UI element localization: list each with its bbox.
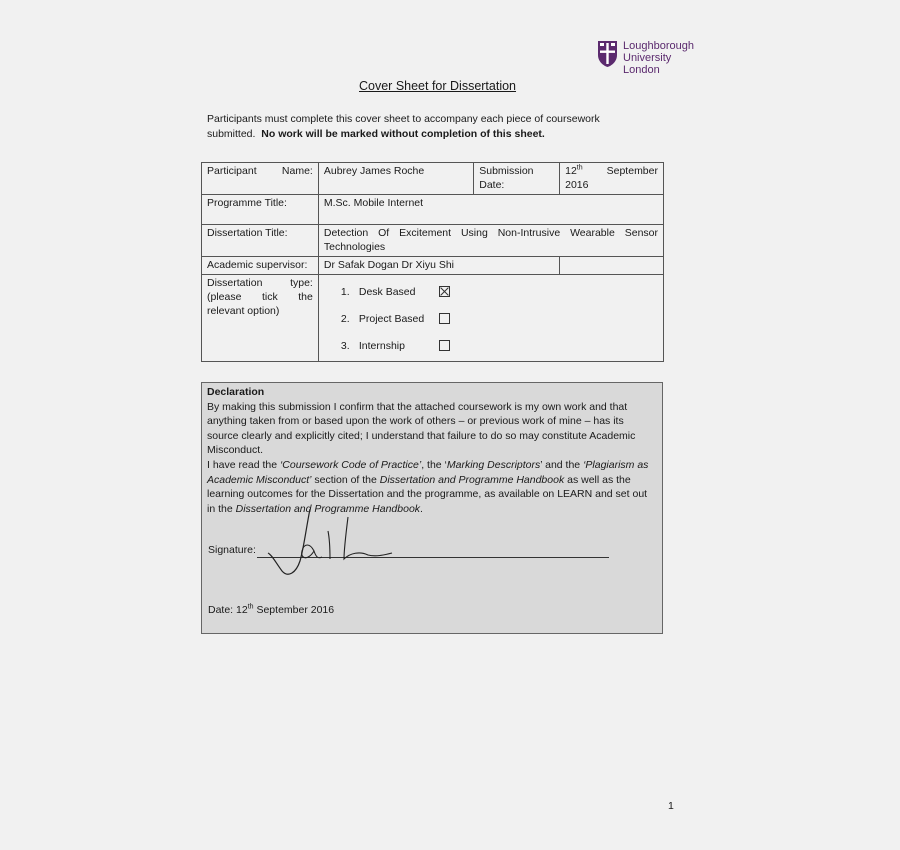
option-label: Desk Based — [358, 285, 416, 298]
intro-bold: No work will be marked without completion of this sheet. — [261, 128, 545, 140]
participant-label-b: Name: — [281, 165, 313, 177]
p2-part: . — [420, 502, 423, 515]
date-day: 12 — [236, 604, 248, 616]
p2-part: Marking Descriptors — [446, 458, 541, 471]
p2-part: ‘Coursework Code of Practice’ — [279, 458, 422, 471]
participant-label-a: Participant — [207, 165, 257, 177]
date-suffix: th — [247, 603, 254, 611]
dissertation-type-label: Dissertation type: (please tick the relevant option) — [202, 275, 319, 362]
submission-date-field[interactable] — [560, 163, 664, 195]
dissertation-title-field[interactable]: Detection Of Excitement Using Non-Intrusive Wearable Sensor Technologies — [318, 225, 663, 257]
option-number: 1. — [340, 285, 350, 298]
logo-line-2: University — [623, 52, 672, 64]
signature-label: Signature: — [208, 544, 256, 556]
page-title: Cover Sheet for Dissertation — [359, 79, 517, 93]
type-option-list — [324, 278, 658, 359]
date-label: Date: — [208, 604, 237, 616]
submission-day: 12 — [565, 165, 577, 177]
supervisor-field[interactable]: Dr Safak Dogan Dr Xiyu Shi — [318, 257, 559, 275]
submission-suffix: th — [576, 164, 583, 172]
declaration-paragraph-1: By making this submission I confirm that the attached coursework is my own work and that anything taken from or based upon the work of others – or previous work of mine – has its source clearly and explicitly cited; I understand that failure to do so may constitute Academic Misconduct. — [207, 400, 636, 457]
option-number: 2. — [340, 312, 350, 325]
submission-label-b: Date: — [479, 179, 505, 191]
checked-checkbox[interactable] — [439, 286, 450, 297]
cover-sheet-table — [201, 162, 664, 362]
submission-month: September — [606, 165, 658, 177]
submission-year: 2016 — [565, 179, 589, 191]
p2-part: ’ and the — [540, 458, 584, 471]
signature-scribble — [266, 505, 406, 581]
type-option-internship[interactable] — [341, 332, 658, 359]
p2-part: ‘Plagiarism as Academic Misconduct’ — [207, 458, 649, 486]
checkbox[interactable] — [439, 340, 450, 351]
type-option-project-based[interactable] — [341, 305, 658, 332]
intro-text — [207, 112, 647, 142]
p2-part: section of the — [311, 473, 380, 486]
declaration-box — [201, 382, 663, 634]
programme-field[interactable]: M.Sc. Mobile Internet — [318, 195, 663, 225]
option-label: Project Based — [358, 312, 425, 325]
checkbox[interactable] — [439, 313, 450, 324]
p2-part: Dissertation and Programme Handbook — [379, 473, 565, 486]
declaration-date — [208, 603, 334, 618]
option-label: Internship — [358, 339, 405, 352]
declaration-heading: Declaration — [207, 386, 265, 398]
type-option-desk-based[interactable] — [341, 278, 658, 305]
dissertation-type-options — [318, 275, 663, 362]
logo-line-3: London — [623, 64, 660, 76]
p2-part: I have read the — [207, 458, 280, 471]
p2-part: Dissertation and Programme Handbook — [235, 502, 421, 515]
university-logo — [597, 40, 694, 76]
supervisor-empty-cell — [560, 257, 664, 275]
supervisor-label: Academic supervisor: — [202, 257, 319, 275]
intro-plain: Participants must complete this cover sheet to accompany each piece of coursework submitted. — [207, 113, 600, 140]
participant-label — [202, 163, 319, 195]
submission-label — [474, 163, 560, 195]
participant-name-field[interactable]: Aubrey James Roche — [318, 163, 473, 195]
option-number: 3. — [340, 339, 350, 352]
date-rest: September 2016 — [253, 604, 335, 616]
dissertation-title-label: Dissertation Title: — [202, 225, 319, 257]
logo-line-1: Loughborough — [623, 40, 694, 52]
page-number: 1 — [668, 800, 674, 812]
p2-part: as well as the learning outcomes for the Dissertation and the programme, as available on LEARN and set out in the — [207, 473, 648, 515]
programme-label: Programme Title: — [202, 195, 319, 225]
p2-part: , the ‘ — [421, 458, 447, 471]
crest-icon — [597, 40, 618, 68]
submission-label-a: Submission — [479, 165, 534, 177]
